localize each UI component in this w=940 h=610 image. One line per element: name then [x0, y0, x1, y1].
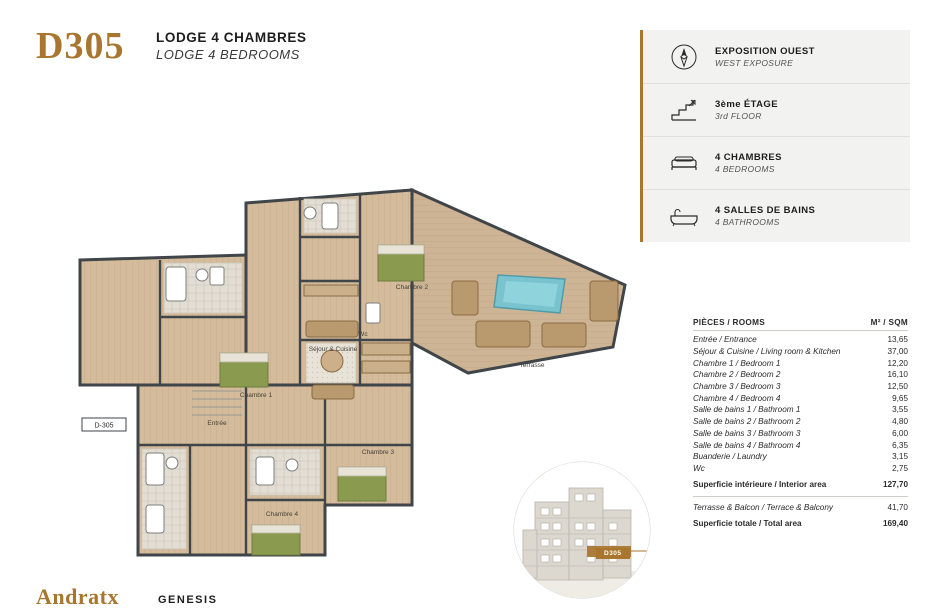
room-label: Salle de bains 2 / Bathroom 2	[693, 417, 801, 427]
info-row-exposure	[643, 30, 910, 83]
room-value: 4,80	[892, 417, 908, 427]
unit-tag	[82, 418, 126, 431]
info-label-en: 4 BATHROOMS	[715, 217, 780, 227]
table-header	[693, 318, 908, 331]
room-label-terrasse: Terrasse	[519, 362, 545, 369]
table-row	[693, 392, 908, 404]
room-label-chambre-4: Chambre 4	[265, 511, 299, 518]
room-label-chambre-3: Chambre 3	[361, 449, 395, 456]
info-label-fr: 4 SALLES DE BAINS	[715, 205, 816, 216]
table-row	[693, 451, 908, 463]
total-area-value: 169,40	[882, 518, 908, 528]
room-value: 12,50	[887, 382, 908, 392]
total-area-row	[693, 518, 908, 530]
table-header-area: M² / SQM	[870, 318, 908, 327]
room-label: Séjour & Cuisine / Living room & Kitchen	[693, 347, 841, 357]
room-label: Chambre 4 / Bedroom 4	[693, 393, 781, 403]
terrace-area-value: 41,70	[887, 503, 908, 513]
bed-bedroom-3	[338, 467, 386, 501]
room-label-sejour-cuisine: Séjour & Cuisine	[308, 346, 358, 353]
info-label-fr: EXPOSITION OUEST	[715, 45, 815, 57]
room-value: 6,35	[892, 440, 908, 450]
room-value: 9,65	[892, 393, 908, 403]
info-label-fr: 4 CHAMBRES	[715, 152, 782, 163]
table-row	[693, 369, 908, 381]
table-row	[693, 381, 908, 393]
room-value: 13,65	[887, 335, 908, 345]
table-row	[693, 334, 908, 346]
table-row	[693, 439, 908, 451]
room-label: Chambre 1 / Bedroom 1	[693, 358, 781, 368]
title-block	[156, 30, 307, 62]
room-value: 2,75	[892, 463, 908, 473]
compass-icon	[661, 40, 707, 74]
terrace-area-label: Terrasse & Balcon / Terrace & Balcony	[693, 503, 834, 513]
interior-area-value: 127,70	[882, 479, 908, 489]
room-value: 37,00	[887, 347, 908, 357]
room-label: Chambre 3 / Bedroom 3	[693, 382, 781, 392]
footer-brand: GENESIS	[158, 594, 218, 606]
room-label: Buanderie / Laundry	[693, 452, 767, 462]
title-en: LODGE 4 BEDROOMS	[156, 47, 300, 62]
unit-tag-label: D-305	[94, 422, 114, 430]
building-locator	[495, 460, 670, 601]
room-value: 3,55	[892, 405, 908, 415]
bed-bedroom-1	[220, 353, 268, 387]
interior-area-label: Superficie intérieure / Interior area	[693, 479, 827, 489]
room-value: 6,00	[892, 428, 908, 438]
divider	[693, 496, 908, 497]
info-row-bedrooms	[643, 136, 910, 189]
table-row	[693, 463, 908, 475]
info-row-floor	[643, 83, 910, 136]
room-value: 3,15	[892, 452, 908, 462]
building-elevation	[514, 462, 655, 598]
info-panel	[640, 30, 910, 242]
bed-icon	[661, 146, 707, 180]
total-area-label: Superficie totale / Total area	[693, 518, 802, 528]
table-row	[693, 428, 908, 440]
room-label: Salle de bains 4 / Bathroom 4	[693, 440, 801, 450]
room-label-chambre-1: Chambre 1	[239, 392, 273, 399]
bed-bedroom-4	[252, 525, 300, 555]
room-label: Entrée / Entrance	[693, 335, 757, 345]
footer-logo: Andratx	[36, 584, 119, 609]
room-label-entree: Entrée	[207, 420, 227, 427]
spa-pool	[494, 275, 565, 313]
room-value: 12,20	[887, 358, 908, 368]
table-row	[693, 346, 908, 358]
locator-badge: D305	[596, 548, 630, 559]
rooms-table	[693, 318, 908, 529]
room-label-wc: Wc	[358, 331, 368, 338]
info-label-en: 4 BEDROOMS	[715, 164, 775, 174]
info-row-bathrooms	[643, 189, 910, 242]
room-label: Salle de bains 3 / Bathroom 3	[693, 428, 801, 438]
room-label-chambre-2: Chambre 2	[395, 284, 429, 291]
info-label-fr: 3ème ÉTAGE	[715, 99, 778, 110]
room-label: Chambre 2 / Bedroom 2	[693, 370, 781, 380]
table-row	[693, 416, 908, 428]
bed-bedroom-2	[378, 245, 424, 281]
bathtub-icon	[661, 199, 707, 233]
title-fr: LODGE 4 CHAMBRES	[156, 30, 307, 45]
table-row	[693, 404, 908, 416]
terrace-area-row	[693, 502, 908, 514]
table-header-rooms: PIÈCES / ROOMS	[693, 318, 765, 327]
info-label-en: WEST EXPOSURE	[715, 57, 794, 68]
room-label: Wc	[693, 463, 705, 473]
interior-area-row	[693, 478, 908, 490]
room-label: Salle de bains 1 / Bathroom 1	[693, 405, 801, 415]
room-value: 16,10	[887, 370, 908, 380]
stairs-icon	[661, 93, 707, 127]
page-title: D305	[36, 25, 125, 67]
info-label-en: 3rd FLOOR	[715, 111, 762, 121]
table-row	[693, 357, 908, 369]
